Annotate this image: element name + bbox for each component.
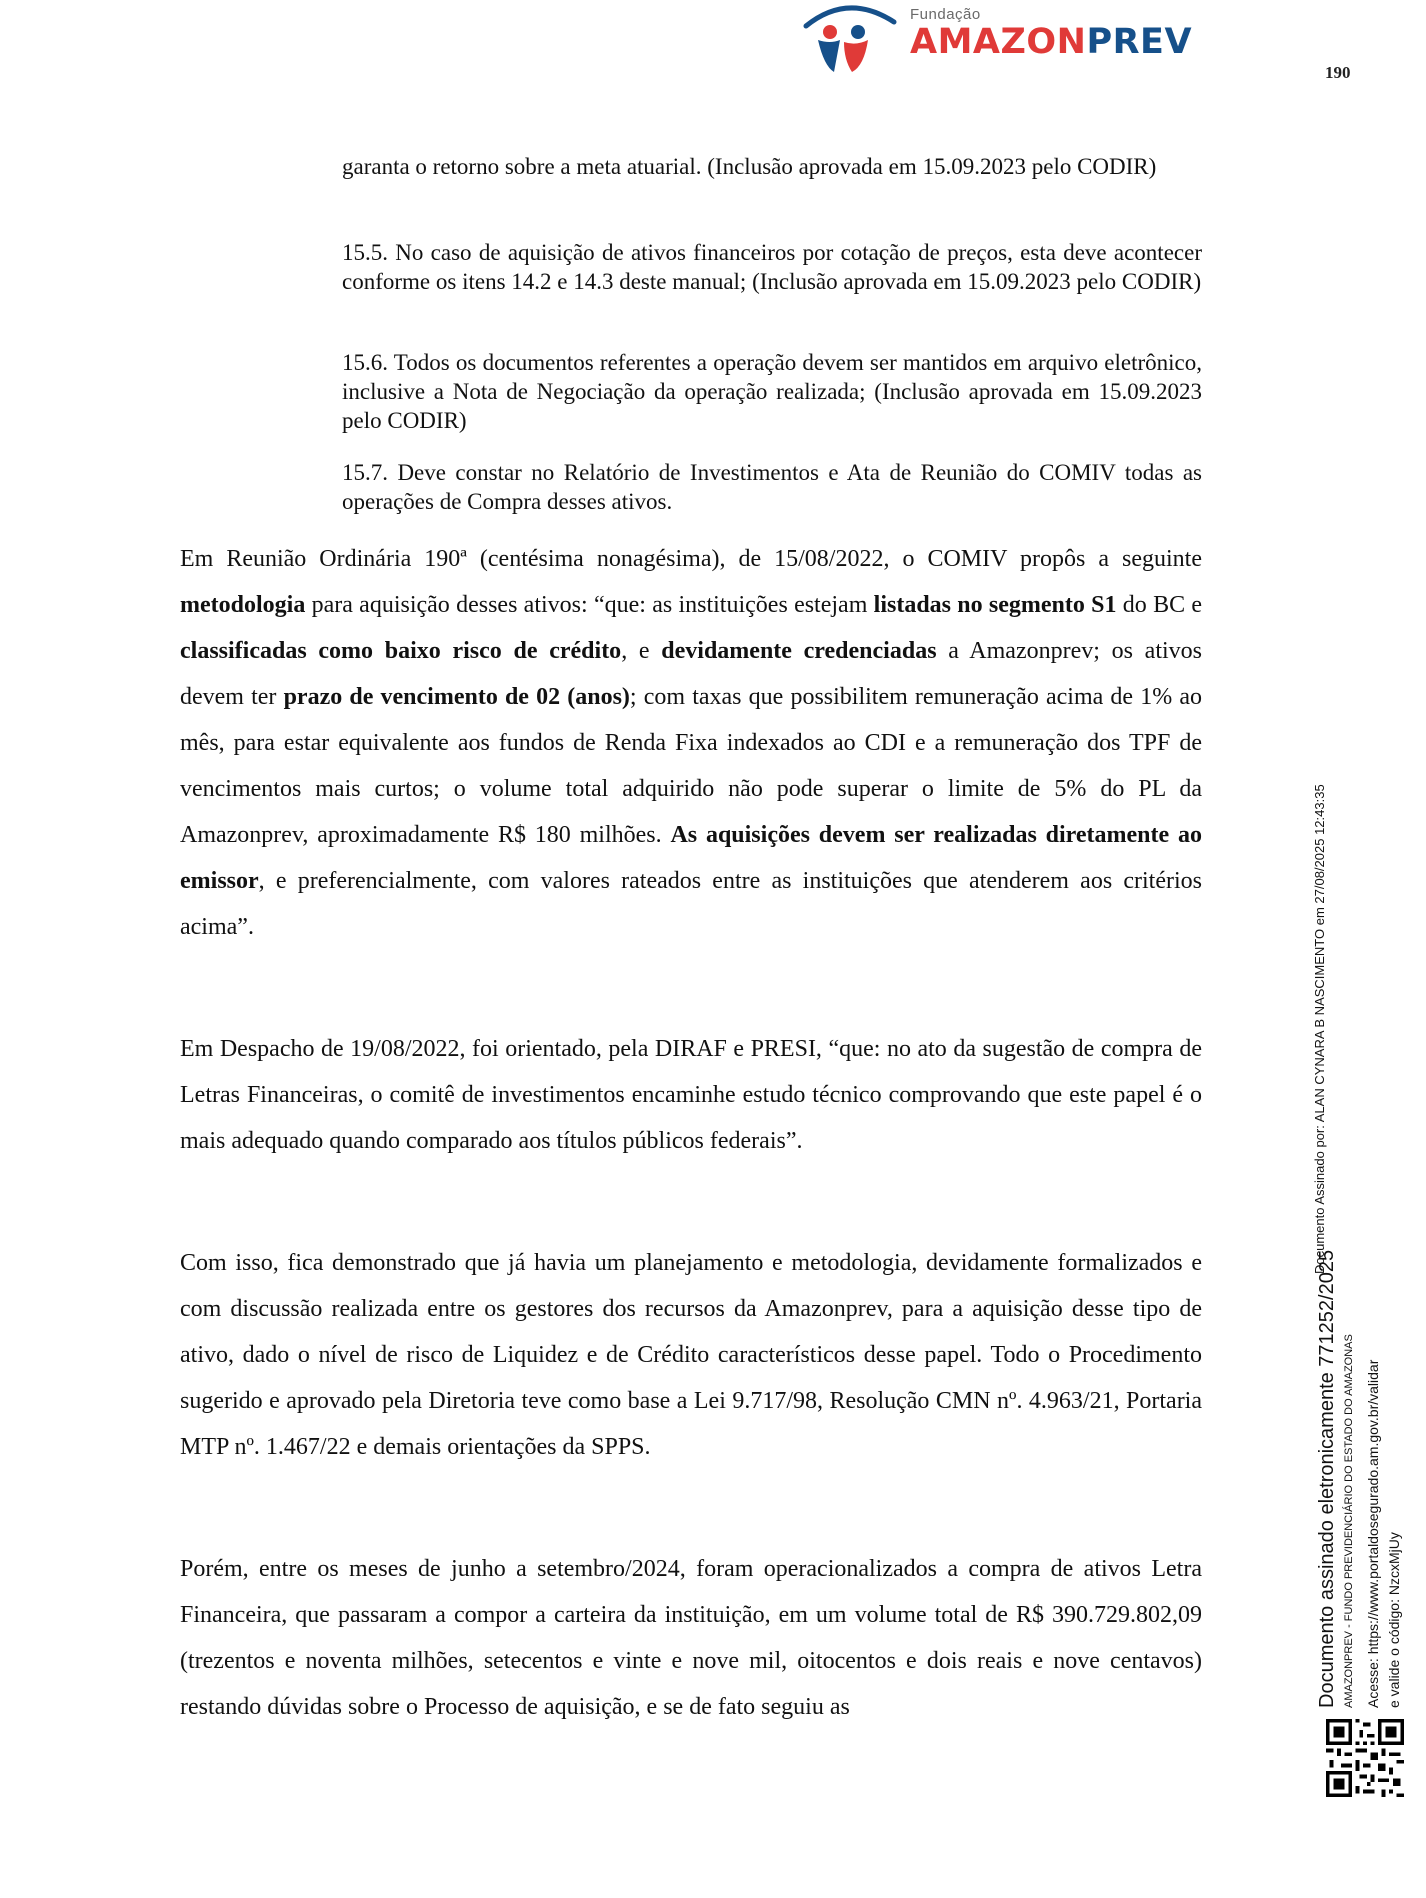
paragraph-reuniao: Em Reunião Ordinária 190ª (centésima nonagésima), de 15/08/2022, o COMIV propôs a seguinte metodologia para aquisição desses ativos: “que: as instituições estejam listadas no segmento S1 do BC e classificadas como baixo risco de crédito, e devidamente credenciadas a Amazonprev; os ativos devem ter prazo de vencimento de 02 (anos); com taxas que possibilitem remuneração acima de 1% ao mês, para estar equivalente aos fundos de Renda Fixa indexados ao CDI e a remuneração dos TPF de vencimentos mais curtos; o volume total adquirido não pode superar o limite de 5% do PL da Amazonprev, aproximadamente R$ 180 milhões. As aquisições devem ser realizadas diretamente ao emissor, e preferencialmente, com valores rateados entre as instituições que atenderem aos critérios acima”.	[180, 546, 1203, 940]
signature-signed-by: Documento Assinado por: ALAN CYNARA B NASCIMENTO em 27/08/2025 12:43:35	[1312, 784, 1327, 1274]
list-item: 15.6. Todos os documentos referentes a operação devem ser mantidos em arquivo eletrônico, inclusive a Nota de Negociação da operação realizada; (Inclusão aprovada em 15.09.2023 pelo CODIR)	[342, 350, 1202, 433]
paragraph-despacho: Em Despacho de 19/08/2022, foi orientado, pela DIRAF e PRESI, “que: no ato da sugestão de compra de Letras Financeiras, o comitê de investimentos encaminhe estudo técnico comprovando que este papel é o mais adequado quando comparado aos títulos públicos federais”.	[180, 1036, 1202, 1154]
logo-wordmark	[910, 22, 1192, 62]
list-item: 15.7. Deve constar no Relatório de Investimentos e Ata de Reunião do COMIV todas as operações de Compra desses ativos.	[342, 460, 1202, 514]
list-item: garanta o retorno sobre a meta atuarial. (Inclusão aprovada em 15.09.2023 pelo CODIR)	[342, 154, 1157, 179]
logo-foundation-label: Fundação	[910, 6, 981, 23]
amazonprev-logo	[800, 0, 1200, 90]
logo-amazon-text: AMAZON	[910, 22, 1087, 62]
page-number: 190	[1325, 63, 1351, 82]
paragraph-aquisicao: Porém, entre os meses de junho a setembro/2024, foram operacionalizados a compra de ativos Letra Financeira, que passaram a compor a carteira da instituição, em um volume total de R$ 390.729.802,09 (trezentos e noventa milhões, setecentos e vinte e nove mil, oitocentos e dois reais e nove centavos) restando dúvidas sobre o Processo de aquisição, e se de fato seguiu as	[180, 1556, 1202, 1720]
paragraph-planejamento: Com isso, fica demonstrado que já havia um planejamento e metodologia, devidamente formalizados e com discussão realizada entre os gestores dos recursos da Amazonprev, para a aquisição desse tipo de ativo, dado o nível de risco de Liquidez e de Crédito característicos desse papel. Todo o Procedimento sugerido e aprovado pela Diretoria teve como base a Lei 9.717/98, Resolução CMN nº. 4.963/21, Portaria MTP nº. 1.467/22 e demais orientações da SPPS.	[180, 1250, 1202, 1460]
signature-document-number: Documento assinado eletronicamente 771252/2025	[1316, 1249, 1338, 1708]
logo-prev-text: PREV	[1086, 22, 1193, 62]
signature-validation-code: e valide o código: NzcxMjUy	[1386, 1532, 1402, 1708]
qr-code-icon	[1326, 1719, 1404, 1797]
amazonprev-emblem-icon	[800, 0, 900, 80]
signature-organization: AMAZONPREV - FUNDO PREVIDENCIÁRIO DO ESTADO DO AMAZONAS	[1343, 1334, 1355, 1708]
signature-access-url: Acesse: https://www.portaldosegurado.am.gov.br/validar	[1365, 1359, 1381, 1708]
list-item: 15.5. No caso de aquisição de ativos financeiros por cotação de preços, esta deve acontecer conforme os itens 14.2 e 14.3 deste manual; (Inclusão aprovada em 15.09.2023 pelo CODIR)	[342, 240, 1202, 294]
